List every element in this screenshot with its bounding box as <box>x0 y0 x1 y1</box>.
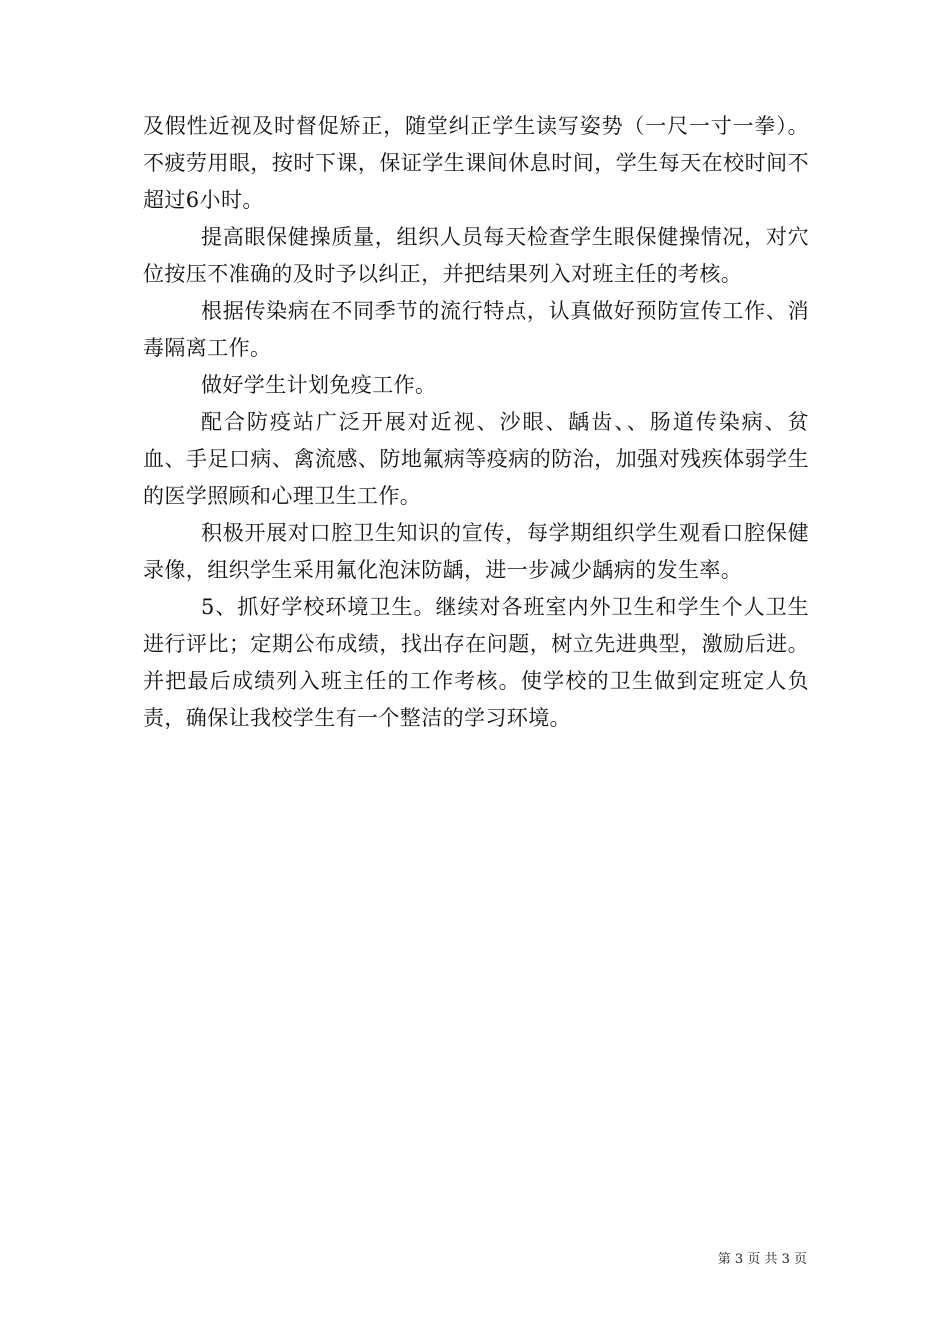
paragraph-eye-care-posture: 及假性近视及时督促矫正，随堂纠正学生读写姿势（一尺一寸一拳）。不疲劳用眼，按时下课，保证学生课间休息时间，学生每天在校时间不超过6小时。 <box>143 114 809 212</box>
paragraph-environment-hygiene: 5、抓好学校环境卫生。继续对各班室内外卫生和学生个人卫生进行评比；定期公布成绩，找出存在问题，树立先进典型，激励后进。并把最后成绩列入班主任的工作考核。使学校的卫生做到定班定人负责，确保让我校学生有一个整洁的学习环境。 <box>143 595 809 730</box>
paragraph-disease-prevention: 配合防疫站广泛开展对近视、沙眼、龋齿、、肠道传染病、贫血、手足口病、禽流感、防地氟病等疫病的防治，加强对残疾体弱学生的医学照顾和心理卫生工作。 <box>143 410 809 508</box>
paragraph-immunization: 做好学生计划免疫工作。 <box>201 373 437 397</box>
paragraph-eye-exercises: 提高眼保健操质量，组织人员每天检查学生眼保健操情况，对穴位按压不准确的及时予以纠正，并把结果列入对班主任的考核。 <box>143 225 809 286</box>
paragraph-infectious-disease: 根据传染病在不同季节的流行特点，认真做好预防宣传工作、消毒隔离工作。 <box>143 299 809 360</box>
page-number: 第 3 页 共 3 页 <box>717 1252 807 1267</box>
paragraph-oral-hygiene: 积极开展对口腔卫生知识的宣传，每学期组织学生观看口腔保健录像，组织学生采用氟化泡沫防龋，进一步减少龋病的发生率。 <box>143 521 809 582</box>
document-body <box>143 108 809 737</box>
